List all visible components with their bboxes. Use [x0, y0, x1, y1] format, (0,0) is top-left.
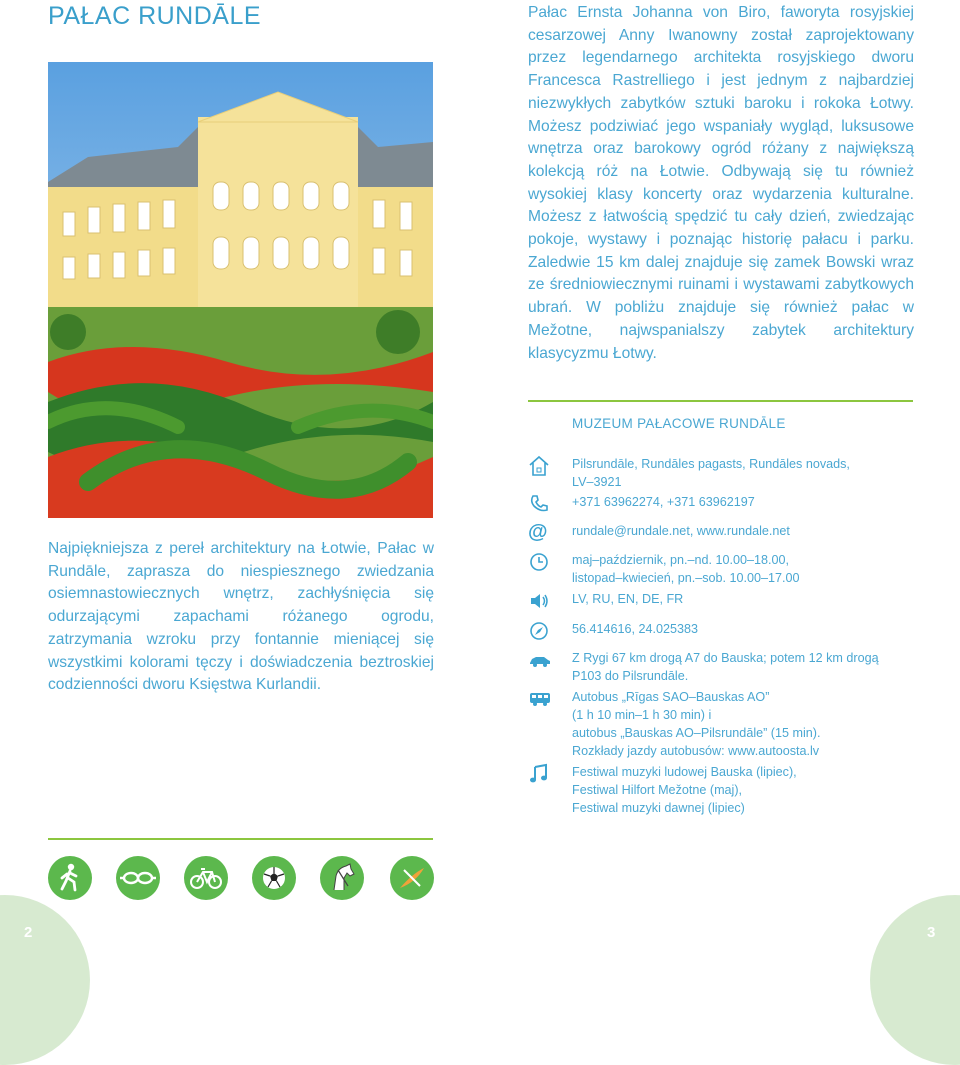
football-icon	[252, 856, 296, 900]
car-icon	[528, 649, 552, 671]
activities-divider	[48, 838, 433, 840]
page-corner-right	[870, 895, 960, 1065]
bicycle-icon	[184, 856, 228, 900]
page-corner-left	[0, 895, 90, 1065]
intro-paragraph: Pałac Ernsta Johanna von Biro, faworyta rosyjskiej cesarzowej Anny Iwanowny został zaprojektowany przez legendarnego architekta rosyjskiego dworu Francesca Rastrelliego i jest jednym z najbardziej niezwykłych zabytków sztuki baroku i rokoka Łotwy. Możesz podziwiać jego wspaniały wygląd, luksusowe wnętrza oraz barokowy ogród różany z największą kolekcją róż na Łotwie. Odbywają się tu również wysokiej klasy koncerty oraz wydarzenia kulturalne. Możesz z łatwością spędzić tu cały dzień, zwiedzając pokoje, wystawy i poznając historię pałacu i parku. Zaledwie 15 km dalej znajduje się zamek Bowski wraz ze średniowiecznymi ruinami i wystawami zabytkowych ubrań. W pobliżu znajduje się również pałac w Mežotne, najwspanialszy zabytek architektury klasycyzmu Łotwy.	[528, 4, 914, 362]
at-icon: @	[528, 521, 548, 543]
speaker-icon	[528, 590, 552, 612]
car-text: Z Rygi 67 km drogą A7 do Bauska; potem 12 km drogą P103 do Pilsrundāle.	[572, 651, 879, 683]
swimming-goggles-icon	[116, 856, 160, 900]
page-title: PAŁAC RUNDĀLE	[48, 2, 262, 30]
palace-photo	[48, 62, 433, 518]
address-text: Pilsrundāle, Rundāles pagasts, Rundāles novads, LV–3921	[572, 457, 850, 489]
music-note-icon	[528, 763, 552, 785]
museum-divider	[528, 400, 913, 402]
hours-text: maj–październik, pn.–nd. 10.00–18.00, listopad–kwiecień, pn.–sob. 10.00–17.00	[572, 553, 800, 585]
page-number-left: 2	[24, 924, 33, 941]
languages-text: LV, RU, EN, DE, FR	[572, 592, 684, 606]
compass-icon	[528, 620, 552, 642]
page-number-right: 3	[927, 924, 936, 941]
phone-text[interactable]: +371 63962274, +371 63962197	[572, 495, 755, 509]
museum-title: MUZEUM PAŁACOWE RUNDĀLE	[572, 416, 786, 431]
lead-paragraph: Najpiękniejsza z pereł architektury na Łotwie, Pałac w Rundāle, zaprasza do niespiesznego zwiedzania osiemnastowiecznych wnętrz, zachłyśnięcia się odurzającymi zapachami różanego ogrodu, zatrzymania wzroku przy fontannie mieniącej się wszystkimi kolorami tęczy i doświadczenia beztroskiej codzienności dworu Księstwa Kurlandii.	[48, 540, 434, 694]
web-text[interactable]: rundale@rundale.net, www.rundale.net	[572, 524, 790, 538]
kayak-icon	[390, 856, 434, 900]
clock-icon	[528, 551, 552, 573]
bus-icon	[528, 688, 552, 710]
music-text: Festiwal muzyki ludowej Bauska (lipiec), Festiwal Hilfort Mežotne (maj), Festiwal muzyki dawnej (lipiec)	[572, 765, 797, 815]
horse-riding-icon	[320, 856, 364, 900]
hiking-icon	[48, 856, 92, 900]
coordinates-text: 56.414616, 24.025383	[572, 622, 699, 636]
phone-icon	[528, 493, 552, 515]
house-icon	[528, 455, 552, 477]
bus-text: Autobus „Rīgas SAO–Bauskas AO” (1 h 10 min–1 h 30 min) i autobus „Bauskas AO–Pilsrundāle” (15 min). Rozkłady jazdy autobusów: www.autoosta.lv	[572, 690, 821, 758]
